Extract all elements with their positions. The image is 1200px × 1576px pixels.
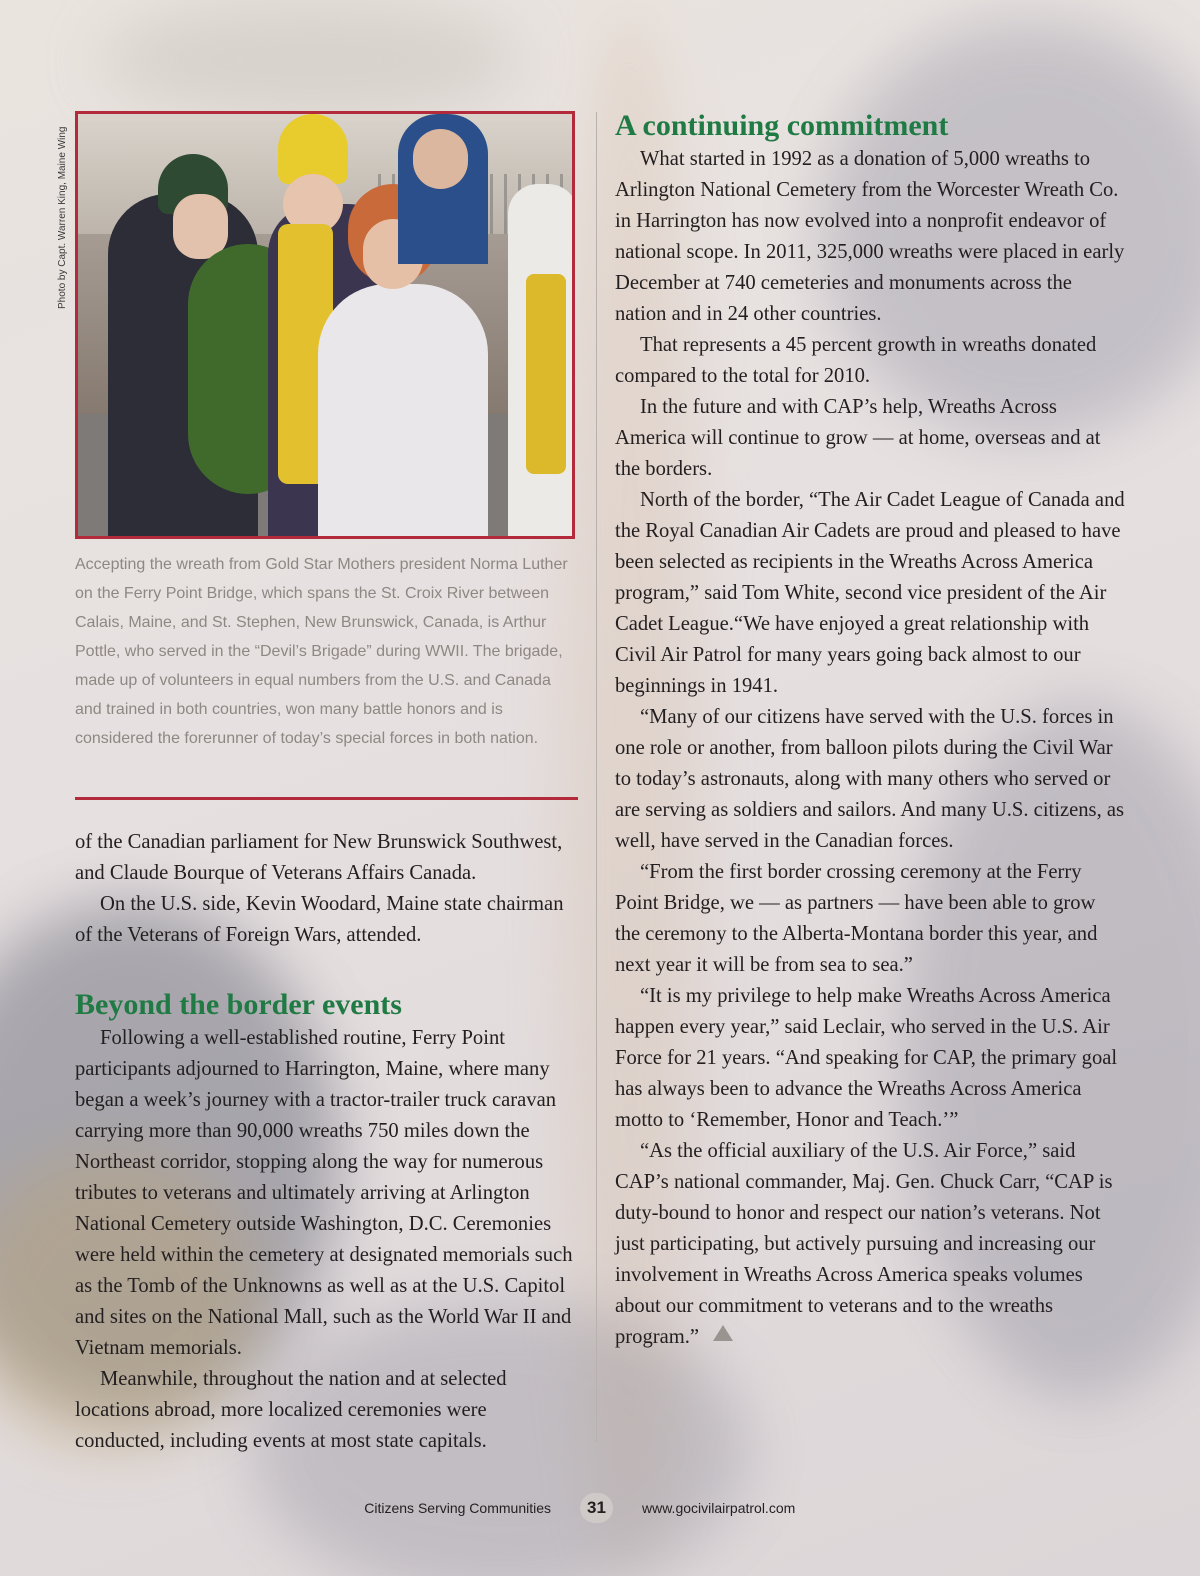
right-paragraph-7: “It is my privilege to help make Wreaths Across America happen every year,” said Leclair, who served in the U.S. Air Force for 21 years. “And speaking for CAP, the primary goal has always been to advance the Wreaths Across America motto to ‘Remember, Honor and Teach.’” [615,985,1118,1131]
right-column [615,108,1125,1353]
page-number: 31 [580,1493,613,1523]
ceremony-photo [75,111,575,539]
left-paragraph-3: Following a well-established routine, Ferry Point participants adjourned to Harrington, Maine, where many began a week’s journey with a tractor-trailer truck caravan carrying more than 90,000 wreaths 750 miles down the Northeast corridor, stopping along the way for numerous tributes to veterans and ultimately arriving at Arlington National Cemetery outside Washington, D.C. Ceremonies were held within the cemetery at designated memorials such as the Tomb of the Unknowns as well as at the U.S. Capitol and sites on the National Mall, such as the World War II and Vietnam memorials. [75,1027,573,1359]
left-paragraph-2: On the U.S. side, Kevin Woodard, Maine state chairman of the Veterans of Foreign Wars, attended. [75,893,564,946]
footer-url[interactable]: www.gocivilairpatrol.com [642,1500,796,1516]
end-of-article-triangle-icon [713,1325,733,1341]
section-heading-beyond: Beyond the border events [75,988,402,1021]
column-divider [596,112,597,1442]
caption-text: Accepting the wreath from Gold Star Mothers president Norma Luther on the Ferry Point Bridge, which spans the St. Croix River between Calais, Maine, and St. Stephen, New Brunswick, Canada, is Arthur Pottle, who served in the “Devil’s Brigade” during WWII. The brigade, made up of volunteers in equal numbers from the U.S. and Canada and trained in both countries, won many battle honors and is considered the forerunner of today’s special forces in both nation. [75,556,568,747]
right-paragraph-6: “From the first border crossing ceremony at the Ferry Point Bridge, we — as partners — have been able to grow the ceremony to the Alberta-Montana border this year, and next year it will be from sea to sea.” [615,861,1098,976]
right-paragraph-1: What started in 1992 as a donation of 5,000 wreaths to Arlington National Cemetery from the Worcester Wreath Co. in Harrington has now evolved into a nonprofit endeavor of national scope. In 2011, 325,000 wreaths were placed in early December at 740 cemeteries and monuments across the nation and in 24 other countries. [615,148,1125,325]
photo-caption [75,550,580,753]
left-paragraph-4: Meanwhile, throughout the nation and at selected locations abroad, more localized ceremonies were conducted, including events at most state capitals. [75,1368,507,1452]
left-column [75,827,581,1457]
left-paragraph-1: of the Canadian parliament for New Brunswick Southwest, and Claude Bourque of Veterans Affairs Canada. [75,831,563,884]
photo-credit-text: Photo by Capt. Warren King, Maine Wing [57,126,68,309]
photo-credit [57,110,71,320]
caption-divider [75,797,578,800]
right-paragraph-3: In the future and with CAP’s help, Wreaths Across America will continue to grow — at home, overseas and at the borders. [615,396,1101,480]
page-footer [0,1493,1200,1523]
right-paragraph-5: “Many of our citizens have served with the U.S. forces in one role or another, from balloon pilots during the Civil War to today’s astronauts, along with many others who served or are serving as soldiers and sailors. And many U.S. citizens, as well, have served in the Canadian forces. [615,706,1125,852]
right-paragraph-4: North of the border, “The Air Cadet League of Canada and the Royal Canadian Air Cadets are proud and pleased to have been selected as recipients in the Wreaths Across America program,” said Tom White, second vice president of the Air Cadet League.“We have enjoyed a great relationship with Civil Air Patrol for many years going back almost to our beginnings in 1941. [615,489,1125,697]
footer-publication: Citizens Serving Communities [364,1500,551,1516]
right-paragraph-8 [615,1136,1125,1353]
right-paragraph-2: That represents a 45 percent growth in wreaths donated compared to the total for 2010. [615,334,1097,387]
section-heading-continuing: A continuing commitment [615,109,949,142]
right-paragraph-8-text: “As the official auxiliary of the U.S. Air Force,” said CAP’s national commander, Maj. Gen. Chuck Carr, “CAP is duty-bound to honor and respect our nation’s veterans. Not just participating, but actively pursuing and increasing our involvement in Wreaths Across America speaks volumes about our commitment to veterans and to the wreaths program.” [615,1140,1113,1348]
